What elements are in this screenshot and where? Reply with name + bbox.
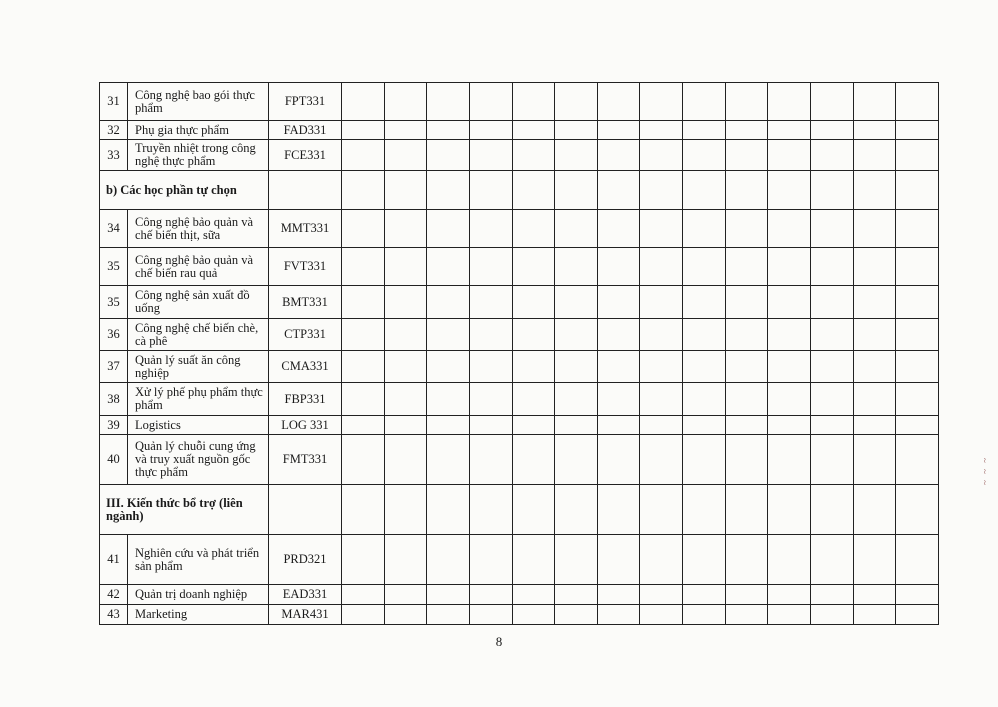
empty-grid-cell	[555, 171, 598, 210]
empty-grid-cell	[811, 605, 854, 625]
empty-grid-cell	[384, 121, 427, 140]
course-name: Công nghệ sản xuất đồ uống	[128, 286, 269, 319]
empty-grid-cell	[427, 140, 470, 171]
table-row	[100, 416, 939, 435]
empty-grid-cell	[896, 121, 939, 140]
empty-grid-cell	[896, 171, 939, 210]
empty-grid-cell	[469, 140, 512, 171]
empty-grid-cell	[342, 171, 385, 210]
course-name: Quản lý chuỗi cung ứng và truy xuất nguồn gốc thực phẩm	[128, 435, 269, 485]
empty-grid-cell	[640, 535, 683, 585]
course-code: CTP331	[269, 319, 342, 351]
course-code: FMT331	[269, 435, 342, 485]
empty-grid-cell	[768, 171, 811, 210]
empty-grid-cell	[853, 535, 896, 585]
empty-grid-cell	[683, 171, 726, 210]
empty-grid-cell	[384, 248, 427, 286]
empty-grid-cell	[469, 435, 512, 485]
row-number: 41	[100, 535, 128, 585]
empty-grid-cell	[768, 286, 811, 319]
empty-grid-cell	[725, 351, 768, 383]
empty-grid-cell	[683, 485, 726, 535]
empty-grid-cell	[683, 210, 726, 248]
empty-grid-cell	[512, 351, 555, 383]
section-heading: b) Các học phần tự chọn	[100, 171, 269, 210]
empty-grid-cell	[896, 286, 939, 319]
empty-grid-cell	[384, 319, 427, 351]
code-cell	[269, 171, 342, 210]
empty-grid-cell	[896, 435, 939, 485]
empty-grid-cell	[725, 171, 768, 210]
empty-grid-cell	[597, 121, 640, 140]
row-number: 39	[100, 416, 128, 435]
empty-grid-cell	[512, 140, 555, 171]
section-row	[100, 485, 939, 535]
empty-grid-cell	[640, 210, 683, 248]
empty-grid-cell	[640, 319, 683, 351]
empty-grid-cell	[640, 416, 683, 435]
empty-grid-cell	[811, 351, 854, 383]
empty-grid-cell	[640, 605, 683, 625]
empty-grid-cell	[725, 286, 768, 319]
empty-grid-cell	[427, 286, 470, 319]
course-code: FCE331	[269, 140, 342, 171]
empty-grid-cell	[384, 286, 427, 319]
empty-grid-cell	[555, 585, 598, 605]
empty-grid-cell	[768, 485, 811, 535]
empty-grid-cell	[597, 435, 640, 485]
empty-grid-cell	[853, 83, 896, 121]
empty-grid-cell	[768, 319, 811, 351]
empty-grid-cell	[597, 383, 640, 416]
row-number: 36	[100, 319, 128, 351]
empty-grid-cell	[725, 585, 768, 605]
empty-grid-cell	[853, 585, 896, 605]
row-number: 40	[100, 435, 128, 485]
empty-grid-cell	[512, 605, 555, 625]
table-row	[100, 605, 939, 625]
empty-grid-cell	[811, 383, 854, 416]
empty-grid-cell	[469, 351, 512, 383]
empty-grid-cell	[469, 286, 512, 319]
empty-grid-cell	[427, 83, 470, 121]
course-name: Logistics	[128, 416, 269, 435]
course-code: FBP331	[269, 383, 342, 416]
table-row	[100, 351, 939, 383]
empty-grid-cell	[384, 140, 427, 171]
empty-grid-cell	[555, 286, 598, 319]
empty-grid-cell	[683, 351, 726, 383]
empty-grid-cell	[811, 140, 854, 171]
empty-grid-cell	[512, 435, 555, 485]
row-number: 35	[100, 248, 128, 286]
empty-grid-cell	[597, 585, 640, 605]
empty-grid-cell	[896, 140, 939, 171]
empty-grid-cell	[555, 535, 598, 585]
row-number: 35	[100, 286, 128, 319]
empty-grid-cell	[811, 83, 854, 121]
table-row	[100, 210, 939, 248]
empty-grid-cell	[512, 121, 555, 140]
empty-grid-cell	[597, 485, 640, 535]
empty-grid-cell	[811, 435, 854, 485]
empty-grid-cell	[555, 210, 598, 248]
handwritten-margin-mark: ~ ~ ~	[980, 455, 990, 485]
empty-grid-cell	[555, 83, 598, 121]
empty-grid-cell	[555, 319, 598, 351]
empty-grid-cell	[597, 248, 640, 286]
empty-grid-cell	[896, 351, 939, 383]
empty-grid-cell	[853, 210, 896, 248]
course-table	[99, 82, 939, 625]
empty-grid-cell	[512, 286, 555, 319]
empty-grid-cell	[342, 121, 385, 140]
course-code: MMT331	[269, 210, 342, 248]
empty-grid-cell	[469, 83, 512, 121]
empty-grid-cell	[725, 140, 768, 171]
empty-grid-cell	[342, 351, 385, 383]
table-row	[100, 585, 939, 605]
empty-grid-cell	[768, 416, 811, 435]
empty-grid-cell	[384, 210, 427, 248]
row-number: 37	[100, 351, 128, 383]
empty-grid-cell	[853, 140, 896, 171]
table-row	[100, 319, 939, 351]
course-name: Truyền nhiệt trong công nghệ thực phẩm	[128, 140, 269, 171]
empty-grid-cell	[469, 121, 512, 140]
empty-grid-cell	[640, 140, 683, 171]
empty-grid-cell	[597, 210, 640, 248]
empty-grid-cell	[811, 319, 854, 351]
empty-grid-cell	[853, 286, 896, 319]
empty-grid-cell	[384, 435, 427, 485]
empty-grid-cell	[342, 210, 385, 248]
empty-grid-cell	[512, 83, 555, 121]
empty-grid-cell	[683, 383, 726, 416]
empty-grid-cell	[384, 383, 427, 416]
row-number: 34	[100, 210, 128, 248]
empty-grid-cell	[683, 319, 726, 351]
row-number: 33	[100, 140, 128, 171]
empty-grid-cell	[512, 210, 555, 248]
empty-grid-cell	[342, 416, 385, 435]
empty-grid-cell	[683, 585, 726, 605]
course-code: BMT331	[269, 286, 342, 319]
empty-grid-cell	[384, 351, 427, 383]
empty-grid-cell	[555, 416, 598, 435]
empty-grid-cell	[811, 121, 854, 140]
empty-grid-cell	[768, 585, 811, 605]
empty-grid-cell	[683, 83, 726, 121]
empty-grid-cell	[768, 351, 811, 383]
course-code: MAR431	[269, 605, 342, 625]
course-name: Quản trị doanh nghiệp	[128, 585, 269, 605]
course-code: CMA331	[269, 351, 342, 383]
empty-grid-cell	[597, 140, 640, 171]
empty-grid-cell	[384, 83, 427, 121]
empty-grid-cell	[555, 485, 598, 535]
empty-grid-cell	[640, 351, 683, 383]
empty-grid-cell	[768, 121, 811, 140]
empty-grid-cell	[683, 416, 726, 435]
row-number: 32	[100, 121, 128, 140]
table-row	[100, 248, 939, 286]
empty-grid-cell	[853, 435, 896, 485]
section-row	[100, 171, 939, 210]
empty-grid-cell	[640, 121, 683, 140]
empty-grid-cell	[469, 248, 512, 286]
table-row	[100, 83, 939, 121]
empty-grid-cell	[512, 171, 555, 210]
empty-grid-cell	[896, 383, 939, 416]
empty-grid-cell	[427, 485, 470, 535]
course-code: FAD331	[269, 121, 342, 140]
empty-grid-cell	[768, 383, 811, 416]
page-number: 8	[495, 634, 503, 649]
empty-grid-cell	[725, 435, 768, 485]
empty-grid-cell	[342, 286, 385, 319]
course-name: Công nghệ bảo quản và chế biến thịt, sữa	[128, 210, 269, 248]
course-name: Marketing	[128, 605, 269, 625]
course-code: FPT331	[269, 83, 342, 121]
empty-grid-cell	[725, 319, 768, 351]
empty-grid-cell	[469, 416, 512, 435]
empty-grid-cell	[725, 416, 768, 435]
table-row	[100, 140, 939, 171]
empty-grid-cell	[768, 83, 811, 121]
course-name: Xử lý phế phụ phẩm thực phẩm	[128, 383, 269, 416]
empty-grid-cell	[896, 485, 939, 535]
course-name: Quản lý suất ăn công nghiệp	[128, 351, 269, 383]
empty-grid-cell	[683, 535, 726, 585]
empty-grid-cell	[896, 83, 939, 121]
table-row	[100, 286, 939, 319]
course-code: EAD331	[269, 585, 342, 605]
empty-grid-cell	[384, 535, 427, 585]
table-row	[100, 383, 939, 416]
empty-grid-cell	[427, 121, 470, 140]
empty-grid-cell	[768, 140, 811, 171]
empty-grid-cell	[725, 485, 768, 535]
empty-grid-cell	[469, 319, 512, 351]
empty-grid-cell	[512, 383, 555, 416]
empty-grid-cell	[427, 383, 470, 416]
empty-grid-cell	[683, 286, 726, 319]
empty-grid-cell	[469, 383, 512, 416]
empty-grid-cell	[811, 248, 854, 286]
empty-grid-cell	[725, 383, 768, 416]
empty-grid-cell	[427, 171, 470, 210]
empty-grid-cell	[768, 248, 811, 286]
empty-grid-cell	[555, 435, 598, 485]
row-number: 43	[100, 605, 128, 625]
empty-grid-cell	[811, 286, 854, 319]
empty-grid-cell	[342, 605, 385, 625]
empty-grid-cell	[384, 485, 427, 535]
empty-grid-cell	[469, 210, 512, 248]
empty-grid-cell	[427, 605, 470, 625]
empty-grid-cell	[512, 485, 555, 535]
course-name: Công nghệ bảo quản và chế biến rau quả	[128, 248, 269, 286]
empty-grid-cell	[768, 210, 811, 248]
empty-grid-cell	[555, 605, 598, 625]
empty-grid-cell	[683, 435, 726, 485]
empty-grid-cell	[640, 83, 683, 121]
course-code: LOG 331	[269, 416, 342, 435]
empty-grid-cell	[597, 535, 640, 585]
empty-grid-cell	[811, 416, 854, 435]
empty-grid-cell	[853, 319, 896, 351]
empty-grid-cell	[469, 585, 512, 605]
empty-grid-cell	[725, 605, 768, 625]
empty-grid-cell	[342, 140, 385, 171]
row-number: 42	[100, 585, 128, 605]
empty-grid-cell	[384, 605, 427, 625]
empty-grid-cell	[640, 248, 683, 286]
course-name: Công nghệ bao gói thực phẩm	[128, 83, 269, 121]
empty-grid-cell	[342, 435, 385, 485]
empty-grid-cell	[597, 83, 640, 121]
empty-grid-cell	[555, 383, 598, 416]
empty-grid-cell	[853, 351, 896, 383]
empty-grid-cell	[342, 83, 385, 121]
empty-grid-cell	[725, 121, 768, 140]
empty-grid-cell	[597, 319, 640, 351]
empty-grid-cell	[811, 535, 854, 585]
empty-grid-cell	[768, 535, 811, 585]
empty-grid-cell	[427, 248, 470, 286]
empty-grid-cell	[512, 585, 555, 605]
empty-grid-cell	[683, 140, 726, 171]
empty-grid-cell	[640, 485, 683, 535]
empty-grid-cell	[811, 171, 854, 210]
table-row	[100, 435, 939, 485]
empty-grid-cell	[342, 248, 385, 286]
empty-grid-cell	[384, 416, 427, 435]
empty-grid-cell	[725, 248, 768, 286]
empty-grid-cell	[896, 319, 939, 351]
empty-grid-cell	[469, 605, 512, 625]
empty-grid-cell	[725, 535, 768, 585]
empty-grid-cell	[427, 535, 470, 585]
empty-grid-cell	[725, 83, 768, 121]
empty-grid-cell	[640, 383, 683, 416]
empty-grid-cell	[427, 210, 470, 248]
empty-grid-cell	[853, 605, 896, 625]
empty-grid-cell	[342, 383, 385, 416]
course-name: Công nghệ chế biến chè, cà phê	[128, 319, 269, 351]
table-row	[100, 535, 939, 585]
empty-grid-cell	[683, 605, 726, 625]
code-cell	[269, 485, 342, 535]
empty-grid-cell	[469, 485, 512, 535]
empty-grid-cell	[853, 121, 896, 140]
empty-grid-cell	[640, 435, 683, 485]
empty-grid-cell	[896, 210, 939, 248]
empty-grid-cell	[811, 585, 854, 605]
empty-grid-cell	[853, 485, 896, 535]
empty-grid-cell	[555, 351, 598, 383]
empty-grid-cell	[853, 171, 896, 210]
course-name: Phụ gia thực phẩm	[128, 121, 269, 140]
section-heading: III. Kiến thức bổ trợ (liên ngành)	[100, 485, 269, 535]
empty-grid-cell	[427, 435, 470, 485]
table-row	[100, 121, 939, 140]
empty-grid-cell	[555, 248, 598, 286]
empty-grid-cell	[384, 585, 427, 605]
empty-grid-cell	[597, 286, 640, 319]
empty-grid-cell	[811, 485, 854, 535]
empty-grid-cell	[427, 351, 470, 383]
empty-grid-cell	[555, 140, 598, 171]
empty-grid-cell	[384, 171, 427, 210]
empty-grid-cell	[725, 210, 768, 248]
empty-grid-cell	[896, 416, 939, 435]
empty-grid-cell	[342, 319, 385, 351]
empty-grid-cell	[768, 435, 811, 485]
empty-grid-cell	[683, 121, 726, 140]
empty-grid-cell	[469, 535, 512, 585]
empty-grid-cell	[427, 416, 470, 435]
empty-grid-cell	[342, 535, 385, 585]
empty-grid-cell	[683, 248, 726, 286]
empty-grid-cell	[597, 351, 640, 383]
empty-grid-cell	[640, 286, 683, 319]
empty-grid-cell	[896, 248, 939, 286]
course-code: PRD321	[269, 535, 342, 585]
empty-grid-cell	[853, 383, 896, 416]
empty-grid-cell	[640, 171, 683, 210]
empty-grid-cell	[555, 121, 598, 140]
empty-grid-cell	[896, 585, 939, 605]
row-number: 38	[100, 383, 128, 416]
empty-grid-cell	[768, 605, 811, 625]
empty-grid-cell	[512, 416, 555, 435]
empty-grid-cell	[896, 535, 939, 585]
row-number: 31	[100, 83, 128, 121]
course-name: Nghiên cứu và phát triển sản phẩm	[128, 535, 269, 585]
empty-grid-cell	[512, 535, 555, 585]
empty-grid-cell	[597, 171, 640, 210]
empty-grid-cell	[427, 585, 470, 605]
course-code: FVT331	[269, 248, 342, 286]
empty-grid-cell	[342, 485, 385, 535]
empty-grid-cell	[469, 171, 512, 210]
empty-grid-cell	[597, 605, 640, 625]
empty-grid-cell	[597, 416, 640, 435]
empty-grid-cell	[427, 319, 470, 351]
empty-grid-cell	[896, 605, 939, 625]
empty-grid-cell	[853, 248, 896, 286]
empty-grid-cell	[853, 416, 896, 435]
empty-grid-cell	[811, 210, 854, 248]
empty-grid-cell	[512, 248, 555, 286]
empty-grid-cell	[512, 319, 555, 351]
empty-grid-cell	[640, 585, 683, 605]
empty-grid-cell	[342, 585, 385, 605]
